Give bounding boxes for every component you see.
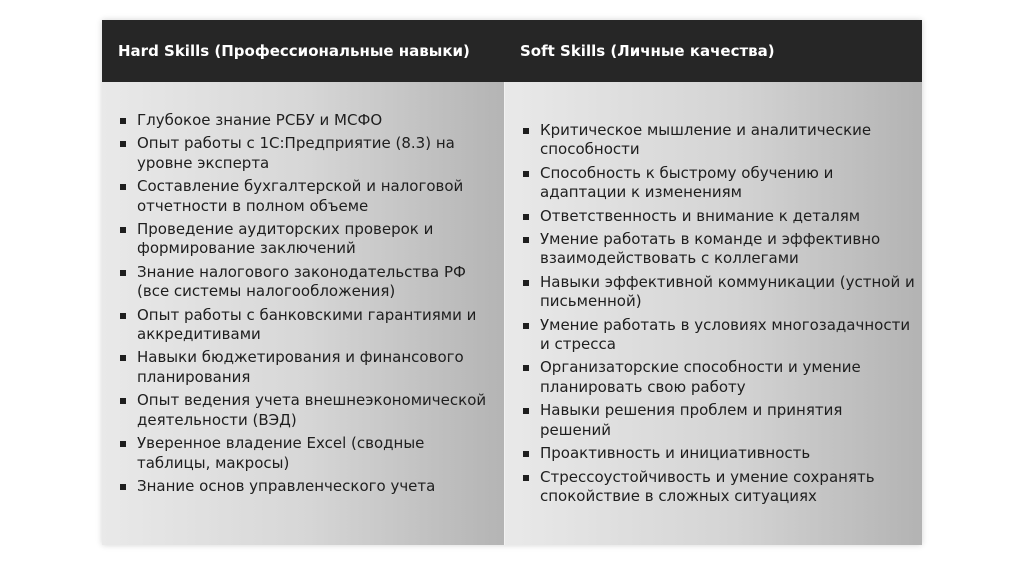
- table-header: [102, 20, 922, 82]
- list-item-text: Проведение аудиторских проверок и формирование заключений: [137, 220, 434, 258]
- list-item-text: Знание налогового законодательства РФ (все системы налогообложения): [137, 262, 466, 301]
- square-bullet-icon: [120, 270, 126, 276]
- square-bullet-icon: [120, 227, 126, 233]
- list-item: [120, 220, 495, 259]
- list-item: [523, 273, 918, 312]
- list-item-text: Навыки решения проблем и принятия решений: [540, 401, 843, 439]
- square-bullet-icon: [120, 141, 126, 147]
- list-item: [523, 444, 918, 463]
- list-item: [523, 316, 918, 355]
- list-item: [523, 468, 918, 507]
- square-bullet-icon: [120, 441, 126, 447]
- square-bullet-icon: [523, 408, 529, 414]
- list-item-text: Составление бухгалтерской и налоговой отчетности в полном объеме: [137, 177, 464, 215]
- square-bullet-icon: [523, 365, 529, 371]
- list-item: [523, 121, 918, 160]
- list-item-text: Умение работать в условиях многозадачности и стресса: [540, 315, 911, 354]
- square-bullet-icon: [120, 355, 126, 361]
- square-bullet-icon: [120, 184, 126, 190]
- square-bullet-icon: [523, 475, 529, 481]
- list-item-text: Навыки бюджетирования и финансового планирования: [137, 348, 464, 386]
- list-item: [120, 477, 495, 496]
- list-item-text: Глубокое знание РСБУ и МСФО: [137, 111, 383, 129]
- list-item: [120, 391, 495, 430]
- list-item-text: Способность к быстрому обучению и адаптации к изменениям: [540, 163, 834, 202]
- list-item: [523, 207, 918, 226]
- square-bullet-icon: [523, 237, 529, 243]
- list-item-text: Навыки эффективной коммуникации (устной и письменной): [540, 272, 915, 311]
- skills-table: [102, 20, 922, 545]
- hard-skills-header: Hard Skills (Профессиональные навыки): [118, 42, 470, 60]
- square-bullet-icon: [120, 484, 126, 490]
- list-item-text: Опыт работы с 1С:Предприятие (8.3) на уровне эксперта: [137, 134, 455, 172]
- list-item-text: Ответственность и внимание к деталям: [540, 206, 861, 225]
- square-bullet-icon: [523, 171, 529, 177]
- list-item-text: Знание основ управленческого учета: [137, 476, 436, 495]
- soft-skills-column: [504, 82, 922, 545]
- hard-skills-list: [120, 111, 495, 500]
- hard-skills-column: [102, 82, 504, 545]
- list-item-text: Критическое мышление и аналитические способности: [540, 121, 872, 159]
- list-item: [120, 111, 495, 130]
- square-bullet-icon: [120, 313, 126, 319]
- square-bullet-icon: [523, 214, 529, 220]
- square-bullet-icon: [120, 398, 126, 404]
- list-item: [523, 401, 918, 440]
- square-bullet-icon: [120, 118, 126, 124]
- list-item-text: Опыт работы с банковскими гарантиями и аккредитивами: [137, 305, 477, 344]
- square-bullet-icon: [523, 323, 529, 329]
- square-bullet-icon: [523, 128, 529, 134]
- list-item: [120, 177, 495, 216]
- list-item: [120, 306, 495, 345]
- list-item: [120, 134, 495, 173]
- square-bullet-icon: [523, 280, 529, 286]
- list-item: [120, 263, 495, 302]
- list-item-text: Проактивность и инициативность: [540, 444, 811, 463]
- list-item: [523, 230, 918, 269]
- soft-skills-header: Soft Skills (Личные качества): [520, 42, 775, 60]
- list-item: [120, 434, 495, 473]
- list-item-text: Стрессоустойчивость и умение сохранять спокойствие в сложных ситуациях: [540, 467, 875, 505]
- list-item: [523, 358, 918, 397]
- soft-skills-list: [523, 121, 918, 510]
- list-item-text: Умение работать в команде и эффективно взаимодействовать с коллегами: [540, 230, 881, 268]
- list-item-text: Организаторские способности и умение планировать свою работу: [540, 358, 861, 396]
- list-item-text: Опыт ведения учета внешнеэкономической деятельности (ВЭД): [137, 391, 487, 429]
- list-item-text: Уверенное владение Excel (сводные таблицы, макросы): [137, 434, 425, 472]
- square-bullet-icon: [523, 451, 529, 457]
- list-item: [523, 164, 918, 203]
- list-item: [120, 348, 495, 387]
